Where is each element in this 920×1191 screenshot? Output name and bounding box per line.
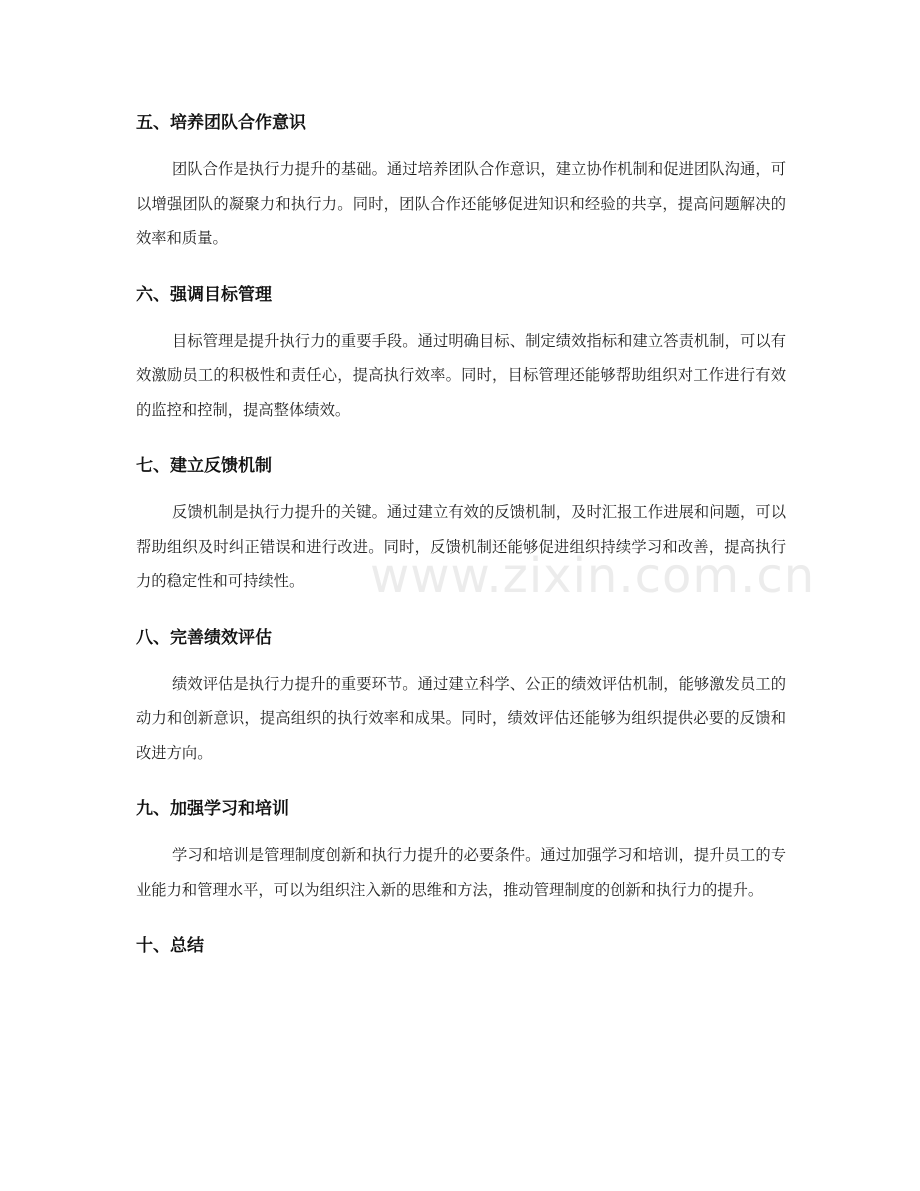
section-heading: 八、完善绩效评估 [136,627,272,648]
section-8 [136,623,786,771]
section-5 [136,108,786,256]
document-body [136,108,786,985]
section-heading: 九、加强学习和培训 [136,799,289,819]
section-paragraph: 绩效评估是执行力提升的重要环节。通过建立科学、公正的绩效评估机制，能够激发员工的动力和创新意识，提高组织的执行效率和成果。同时，绩效评估还能够为组织提供必要的反馈和改进方向。 [136,674,786,762]
section-paragraph: 学习和培训是管理制度创新和执行力提升的必要条件。通过加强学习和培训，提升员工的专业能力和管理水平，可以为组织注入新的思维和方法，推动管理制度的创新和执行力的提升。 [136,846,786,899]
section-10 [136,931,786,961]
section-heading: 七、建立反馈机制 [136,456,272,476]
section-7 [136,451,786,599]
section-heading: 十、总结 [136,936,204,956]
watermark: www.zixin.com.cn [370,548,816,604]
section-heading: 六、强调目标管理 [136,284,272,305]
section-heading: 五、培养团队合作意识 [136,113,306,133]
section-9 [136,794,786,907]
section-paragraph: 反馈机制是执行力提升的关键。通过建立有效的反馈机制，及时汇报工作进展和问题，可以帮助组织及时纠正错误和进行改进。同时，反馈机制还能够促进组织持续学习和改善，提高执行力的稳定性和可持续性。 [136,503,786,590]
section-6 [136,280,786,428]
section-paragraph: 目标管理是提升执行力的重要手段。通过明确目标、制定绩效指标和建立答责机制，可以有效激励员工的积极性和责任心，提高执行效率。同时，目标管理还能够帮助组织对工作进行有效的监控和控制，提高整体绩效。 [136,331,786,419]
section-paragraph: 团队合作是执行力提升的基础。通过培养团队合作意识，建立协作机制和促进团队沟通，可以增强团队的凝聚力和执行力。同时，团队合作还能够促进知识和经验的共享，提高问题解决的效率和质量。 [136,160,786,247]
